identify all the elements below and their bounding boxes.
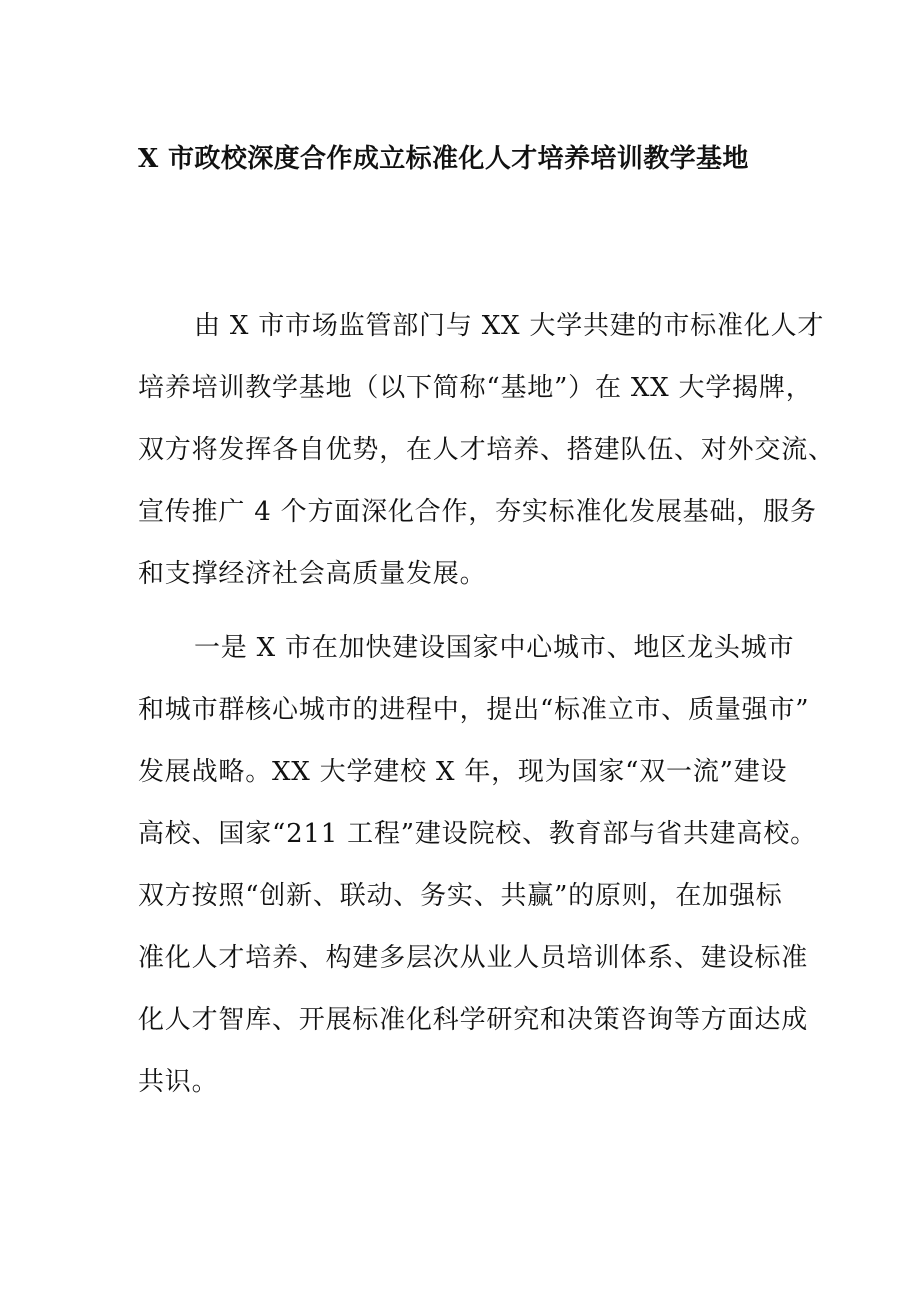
text-line: 准化人才培养、构建多层次从业人员培训体系、建设标准 bbox=[138, 943, 809, 973]
text-line: 由 X 市市场监管部门与 XX 大学共建的市标准化人才 bbox=[194, 311, 825, 341]
text-line: 双方按照“创新、联动、务实、共赢”的原则，在加强标 bbox=[138, 881, 783, 911]
text-line: 发展战略。XX 大学建校 X 年，现为国家“双一流”建设 bbox=[138, 757, 788, 787]
text-line: 高校、国家“211 工程”建设院校、教育部与省共建高校。 bbox=[138, 819, 817, 849]
text-line: 化人才智库、开展标准化科学研究和决策咨询等方面达成 bbox=[138, 1005, 809, 1035]
paragraph-2 bbox=[138, 617, 817, 1113]
text-line: 培养培训教学基地（以下简称“基地”）在 XX 大学揭牌， bbox=[138, 373, 813, 403]
text-line: 双方将发挥各自优势，在人才培养、搭建队伍、对外交流、 bbox=[138, 435, 835, 465]
text-line: 和支撑经济社会高质量发展。 bbox=[138, 559, 487, 589]
paragraph-1 bbox=[138, 295, 835, 605]
text-line: 和城市群核心城市的进程中，提出“标准立市、质量强市” bbox=[138, 695, 810, 725]
text-line: 共识。 bbox=[138, 1067, 219, 1097]
text-line: 宣传推广 4 个方面深化合作，夯实标准化发展基础，服务 bbox=[138, 497, 817, 527]
text-line: 一是 X 市在加快建设国家中心城市、地区龙头城市 bbox=[194, 633, 795, 663]
document-title: X 市政校深度合作成立标准化人才培养培训教学基地 bbox=[138, 144, 749, 174]
